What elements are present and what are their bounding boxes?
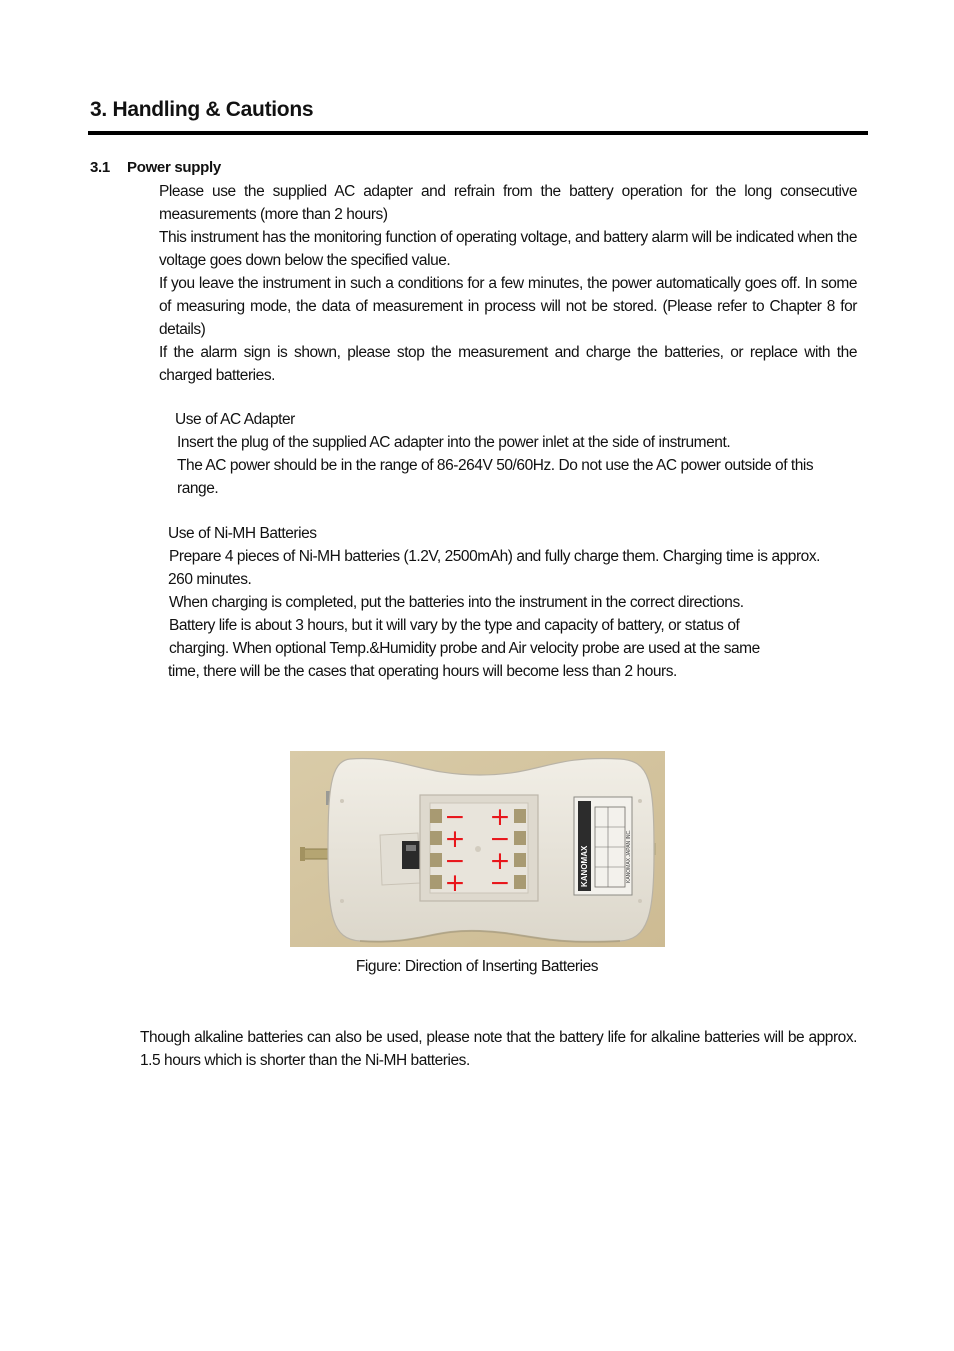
batteries-line: Battery life is about 3 hours, but it will vary by the type and capacity of battery, or status of: [169, 617, 740, 634]
polarity-mark: +: [489, 846, 511, 875]
figure-caption: Figure: Direction of Inserting Batteries: [355, 958, 599, 975]
section-number: 3.1: [90, 159, 110, 176]
polarity-mark: +: [444, 868, 466, 897]
label-maker: KANOMAX JAPAN INC.: [626, 829, 632, 883]
battery-direction-photo: [290, 751, 665, 947]
power-supply-paragraph: Please use the supplied AC adapter and refrain from the battery operation for the long consecutive measurements (more than 2 hours): [159, 183, 857, 223]
power-supply-body: [159, 180, 857, 387]
power-supply-paragraph: This instrument has the monitoring function of operating voltage, and battery alarm will be indicated when the voltage goes down below the specified value.: [159, 229, 857, 269]
ac-adapter-heading: Use of AC Adapter: [175, 411, 295, 428]
batteries-line: time, there will be the cases that operating hours will become less than 2 hours.: [168, 663, 677, 680]
alkaline-note: Though alkaline batteries can also be used, please note that the battery life for alkaline batteries will be approx. 1.5 hours which is shorter than the Ni-MH batteries.: [140, 1029, 857, 1069]
batteries-line: charging. When optional Temp.&Humidity probe and Air velocity probe are used at the same: [169, 640, 760, 657]
power-supply-paragraph: If you leave the instrument in such a conditions for a few minutes, the power automatically goes off. In some of measuring mode, the data of measurement in process will not be stored. (Please refer to Chapter 8 for details): [159, 275, 857, 338]
chapter-title: 3. Handling & Cautions: [90, 98, 314, 121]
instrument-illustration: [290, 751, 665, 947]
batteries-line: 260 minutes.: [168, 571, 252, 588]
polarity-mark: −: [489, 868, 511, 897]
section-heading: [90, 159, 221, 176]
batteries-line: Prepare 4 pieces of Ni-MH batteries (1.2V, 2500mAh) and fully charge them. Charging time is approx.: [169, 548, 820, 565]
batteries-line: When charging is completed, put the batteries into the instrument in the correct directions.: [169, 594, 744, 611]
power-supply-paragraph: If the alarm sign is shown, please stop the measurement and charge the batteries, or replace with the charged batteries.: [159, 344, 857, 384]
batteries-heading: Use of Ni-MH Batteries: [168, 525, 317, 542]
section-title: Power supply: [127, 159, 221, 176]
title-rule: [88, 131, 868, 135]
polarity-mark: +: [444, 824, 466, 853]
polarity-mark: −: [444, 846, 466, 875]
ac-adapter-line: The AC power should be in the range of 86-264V 50/60Hz. Do not use the AC power outside of this: [177, 457, 814, 474]
label-brand: KANOMAX: [580, 845, 589, 887]
ac-adapter-line: range.: [177, 480, 219, 497]
polarity-mark: +: [489, 802, 511, 831]
ac-adapter-line: Insert the plug of the supplied AC adapter into the power inlet at the side of instrument.: [177, 434, 731, 451]
polarity-mark: −: [489, 824, 511, 853]
polarity-mark: −: [444, 802, 466, 831]
